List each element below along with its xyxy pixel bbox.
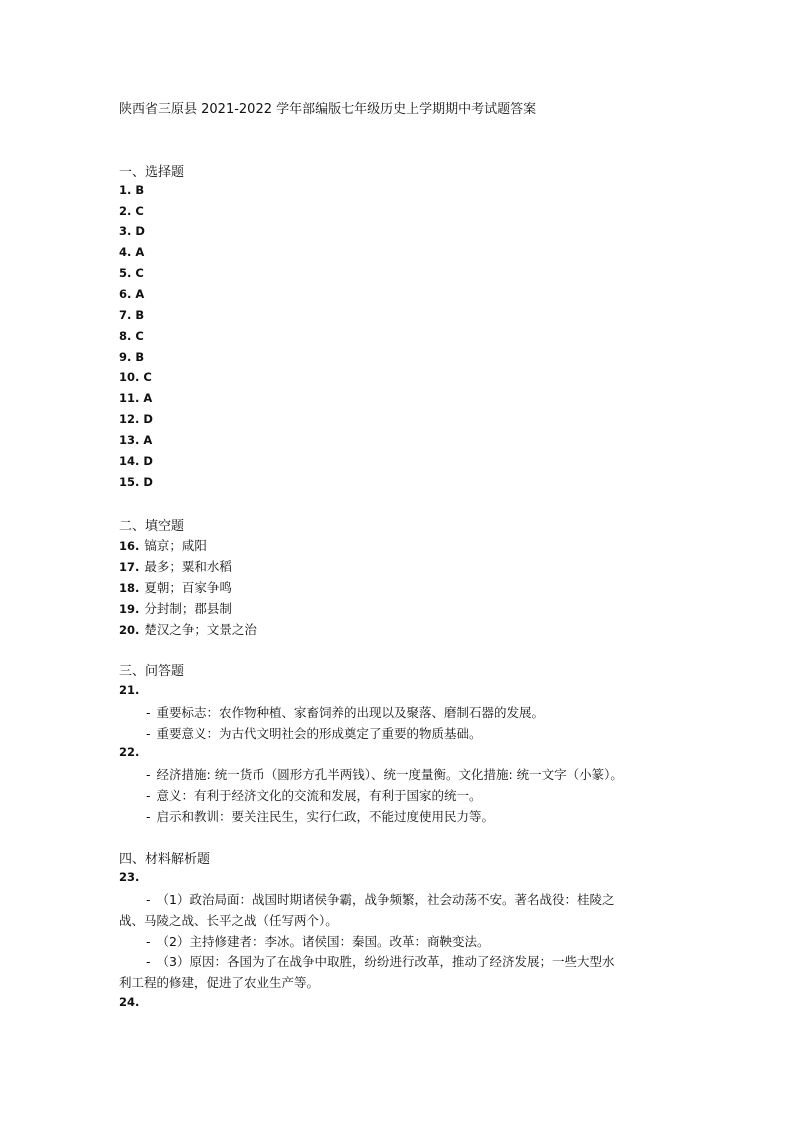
- answer-number: 14.: [119, 454, 140, 468]
- answer-bullet: [146, 807, 494, 825]
- section-heading-choice: 一、选择题: [119, 165, 185, 180]
- answer-row: [119, 433, 152, 447]
- fill-answer-row: [119, 620, 257, 638]
- answer-row: [119, 183, 144, 197]
- document-title: 陕西省三原县 2021-2022 学年部编版七年级历史上学期期中考试题答案: [119, 102, 537, 117]
- answer-row: [119, 412, 153, 426]
- answer-bullet: [146, 786, 482, 804]
- answer-row: [119, 370, 152, 384]
- answer-value: D: [143, 454, 153, 468]
- answer-value: A: [135, 245, 145, 259]
- answer-row: [119, 204, 144, 218]
- answer-value: 分封制；郡县制: [144, 601, 232, 616]
- answer-row: [119, 475, 153, 489]
- bullet-text: 启示和教训：要关注民生，实行仁政，不能过度使用民力等。: [156, 809, 495, 824]
- answer-row: [119, 454, 153, 468]
- answer-row: [119, 391, 152, 405]
- bullet-text: 意义：有利于经济文化的交流和发展，有利于国家的统一。: [156, 788, 482, 803]
- answer-value: A: [143, 391, 153, 405]
- answer-continuation: 利工程的修建，促进了农业生产等。: [119, 975, 320, 990]
- section-heading-fill: 二、填空题: [119, 519, 185, 534]
- fill-answer-row: [119, 536, 207, 554]
- bullet-text: 重要标志：农作物种植、家畜饲养的出现以及聚落、磨制石器的发展。: [156, 705, 545, 720]
- answer-value: D: [135, 224, 145, 238]
- bullet-dash: -: [146, 934, 151, 949]
- answer-number: 12.: [119, 412, 140, 426]
- answer-bullet: [146, 952, 614, 970]
- answer-number: 16.: [119, 539, 140, 553]
- bullet-dash: -: [146, 705, 151, 720]
- question-number: 23.: [119, 870, 140, 884]
- answer-number: 20.: [119, 623, 140, 637]
- answer-value: 最多；粟和水稻: [144, 559, 232, 574]
- bullet-text: （1）政治局面：战国时期诸侯争霸，战争频繁，社会动荡不安。著名战役：桂陵之: [156, 892, 615, 907]
- section-heading-qa: 三、问答题: [119, 664, 185, 679]
- answer-value: 镐京；咸阳: [144, 538, 207, 553]
- answer-number: 5.: [119, 266, 132, 280]
- answer-value: C: [135, 329, 144, 343]
- question-number: 21.: [119, 683, 140, 697]
- answer-bullet: [146, 932, 489, 950]
- answer-bullet: [146, 890, 614, 908]
- answer-value: 夏朝；百家争鸣: [144, 580, 232, 595]
- bullet-text: 经济措施: 统一货币（圆形方孔半两钱）、统一度量衡。文化措施: 统一文字（小篆）。: [156, 767, 623, 782]
- answer-row: [119, 308, 144, 322]
- answer-value: 楚汉之争；文景之治: [144, 622, 257, 637]
- answer-number: 9.: [119, 350, 132, 364]
- answer-row: [119, 287, 144, 301]
- fill-answer-row: [119, 557, 232, 575]
- answer-value: D: [143, 475, 153, 489]
- answer-value: D: [143, 412, 153, 426]
- answer-row: [119, 329, 144, 343]
- answer-bullet: [146, 724, 482, 742]
- answer-number: 19.: [119, 602, 140, 616]
- bullet-text: （2）主持修建者：李冰。诸侯国：秦国。改革：商鞅变法。: [156, 934, 490, 949]
- bullet-text: 重要意义：为古代文明社会的形成奠定了重要的物质基础。: [156, 726, 482, 741]
- bullet-dash: -: [146, 788, 151, 803]
- answer-bullet: [146, 765, 623, 783]
- answer-number: 1.: [119, 183, 132, 197]
- answer-number: 15.: [119, 475, 140, 489]
- bullet-text: （3）原因：各国为了在战争中取胜，纷纷进行改革，推动了经济发展；一些大型水: [156, 954, 615, 969]
- bullet-dash: -: [146, 726, 151, 741]
- answer-value: A: [135, 287, 145, 301]
- answer-row: [119, 245, 144, 259]
- answer-number: 7.: [119, 308, 132, 322]
- bullet-dash: -: [146, 809, 151, 824]
- answer-value: A: [143, 433, 153, 447]
- bullet-dash: -: [146, 892, 151, 907]
- answer-number: 13.: [119, 433, 140, 447]
- answer-number: 4.: [119, 245, 132, 259]
- answer-value: B: [135, 350, 145, 364]
- answer-row: [119, 350, 144, 364]
- answer-number: 8.: [119, 329, 132, 343]
- fill-answer-row: [119, 578, 232, 596]
- answer-number: 10.: [119, 370, 140, 384]
- answer-row: [119, 266, 144, 280]
- section-heading-material: 四、材料解析题: [119, 852, 211, 867]
- answer-number: 11.: [119, 391, 140, 405]
- bullet-dash: -: [146, 954, 151, 969]
- answer-number: 2.: [119, 204, 132, 218]
- answer-value: C: [143, 370, 152, 384]
- question-number: 24.: [119, 995, 140, 1009]
- answer-number: 3.: [119, 224, 132, 238]
- answer-continuation: 战、马陵之战、长平之战（任写两个）。: [119, 913, 338, 928]
- answer-number: 6.: [119, 287, 132, 301]
- bullet-dash: -: [146, 767, 151, 782]
- question-number: 22.: [119, 745, 140, 759]
- answer-row: [119, 224, 145, 238]
- answer-bullet: [146, 703, 544, 721]
- answer-value: B: [135, 308, 145, 322]
- answer-number: 18.: [119, 581, 140, 595]
- fill-answer-row: [119, 599, 232, 617]
- answer-value: C: [135, 266, 144, 280]
- answer-value: C: [135, 204, 144, 218]
- answer-value: B: [135, 183, 145, 197]
- answer-number: 17.: [119, 560, 140, 574]
